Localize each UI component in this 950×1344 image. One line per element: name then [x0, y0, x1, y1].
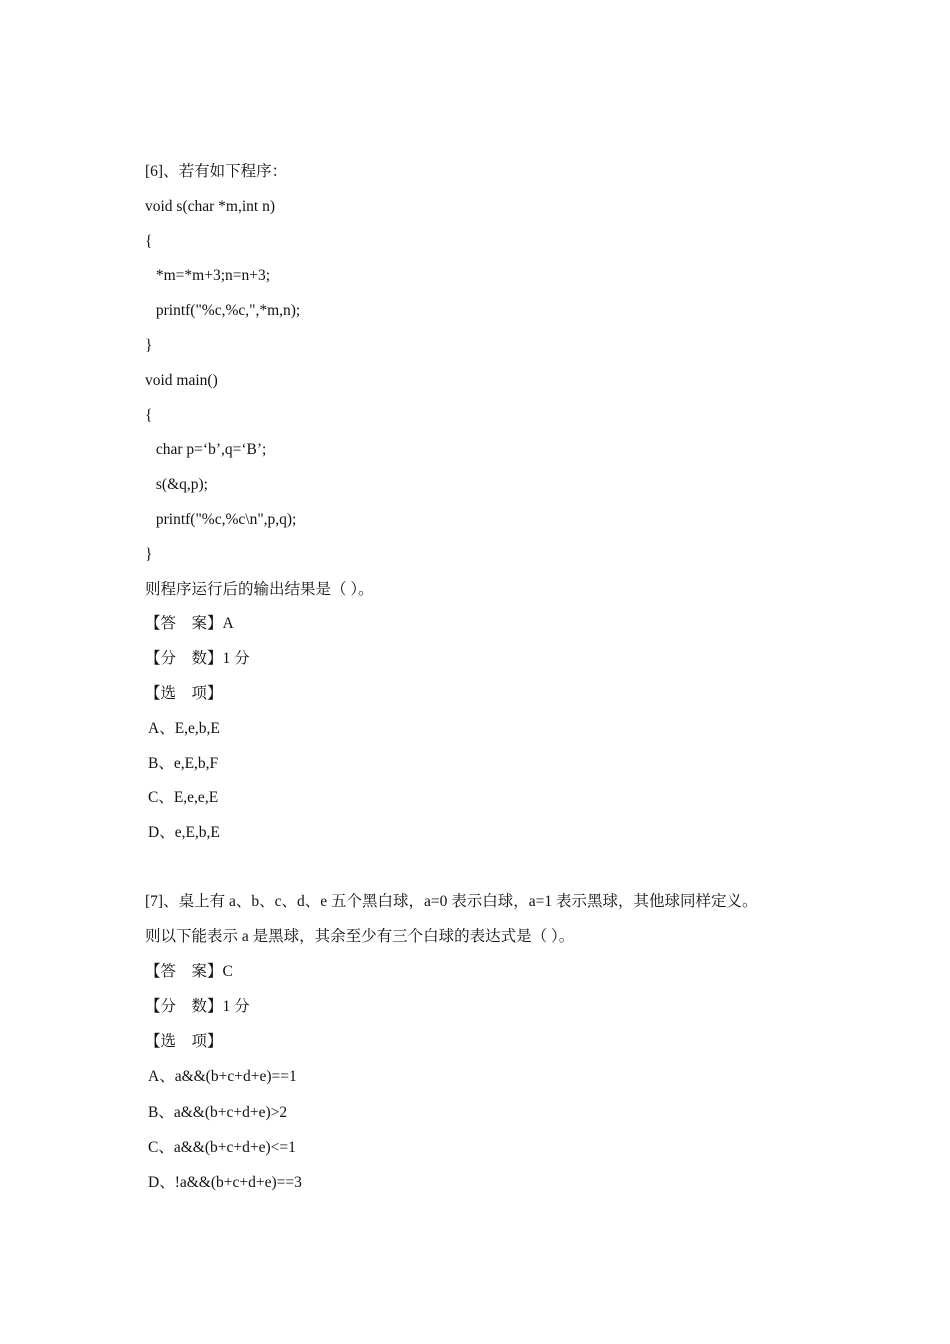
question-6: [145, 159, 825, 855]
score-line: 【分 数】1 分: [145, 998, 250, 1016]
question-7: [145, 889, 825, 1205]
code-line: {: [145, 406, 153, 424]
score-line: 【分 数】1 分: [145, 650, 250, 668]
code-line: void main(): [145, 371, 218, 389]
code-line: {: [145, 232, 153, 250]
options-label: 【选 项】: [145, 684, 223, 702]
options-label: 【选 项】: [145, 1033, 223, 1051]
option-d: D、e,E,b,E: [148, 824, 220, 842]
answer-line: 【答 案】C: [145, 963, 233, 981]
question-header: [6]、若有如下程序：: [145, 163, 288, 180]
question-text: 则程序运行后的输出结果是（ ）。: [145, 580, 374, 598]
code-line: }: [145, 545, 153, 563]
option-d: D、!a&&(b+c+d+e)==3: [148, 1173, 302, 1191]
option-b: B、e,E,b,F: [148, 754, 219, 772]
code-line: *m=*m+3;n=n+3;: [152, 267, 271, 285]
option-c: C、E,e,e,E: [148, 789, 219, 807]
option-a: A、a&&(b+c+d+e)==1: [148, 1068, 297, 1086]
option-c: C、a&&(b+c+d+e)<=1: [148, 1138, 296, 1156]
code-line: s(&q,p);: [152, 476, 208, 494]
code-line: void s(char *m,int n): [145, 197, 276, 215]
code-line: char p=‘b’,q=‘B’;: [152, 441, 267, 459]
code-line: printf("%c,%c,",*m,n);: [152, 302, 301, 320]
code-line: printf("%c,%c\n",p,q);: [152, 510, 297, 528]
option-b: B、a&&(b+c+d+e)>2: [148, 1103, 288, 1121]
question-header: [7]、桌上有 a、b、c、d、e 五个黑白球，a=0 表示白球，a=1 表示黑球，其他球同样定义。: [145, 893, 758, 910]
answer-line: 【答 案】A: [145, 615, 234, 633]
code-line: }: [145, 336, 153, 354]
question-text: 则以下能表示 a 是黑球，其余至少有三个白球的表达式是（ ）。: [145, 928, 575, 946]
option-a: A、E,e,b,E: [148, 719, 220, 737]
